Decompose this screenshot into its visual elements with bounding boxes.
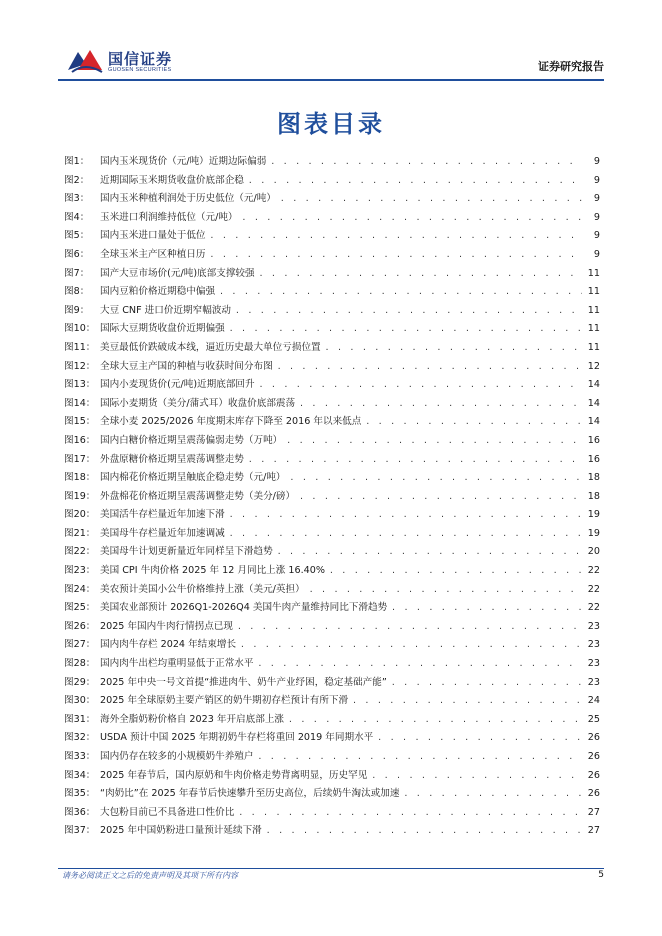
figure-caption: 全球大豆主产国的种植与收获时间分布图	[100, 360, 273, 372]
figure-caption: 外盘棉花价格近期呈震荡调整走势（美分/磅）	[100, 490, 296, 502]
toc-entry[interactable]	[64, 525, 600, 544]
figure-page: 26	[587, 769, 600, 781]
dot-leader	[229, 510, 582, 519]
figure-caption: 国内豆粕价格近期稳中偏强	[100, 286, 216, 298]
figure-number: 图32：	[64, 732, 96, 744]
toc-entry[interactable]	[64, 655, 600, 674]
figure-caption: 美国活牛存栏量近年加速下滑	[100, 509, 225, 521]
dot-leader	[299, 399, 582, 408]
figure-page: 16	[587, 434, 600, 446]
toc-entry[interactable]	[64, 729, 600, 748]
toc-entry[interactable]	[64, 451, 600, 470]
dot-leader	[280, 194, 582, 203]
toc-entry[interactable]	[64, 488, 600, 507]
figure-caption: 国产大豆市场价(元/吨)底部支撑较强	[100, 267, 255, 279]
footer-disclaimer: 请务必阅读正文之后的免责声明及其项下所有内容	[62, 871, 238, 880]
figure-page: 9	[593, 211, 600, 223]
dot-leader	[210, 231, 582, 240]
figure-number: 图24：	[64, 583, 96, 595]
figure-page: 26	[587, 788, 600, 800]
figure-number: 图15：	[64, 416, 96, 428]
figure-number: 图5：	[64, 230, 90, 242]
toc-entry[interactable]	[64, 265, 600, 284]
figure-page: 18	[587, 490, 600, 502]
figure-number: 图21：	[64, 527, 96, 539]
figure-page: 9	[593, 230, 600, 242]
figure-caption: 2025 年中央一号文首提“推进肉牛、奶牛产业纾困，稳定基础产能”	[100, 676, 387, 688]
figure-page: 11	[587, 304, 600, 316]
figure-number: 图37：	[64, 825, 96, 837]
figure-caption: 美国母牛存栏量近年加速调减	[100, 527, 225, 539]
figure-page: 14	[587, 397, 600, 409]
figure-number: 图6：	[64, 248, 90, 260]
figure-page: 14	[587, 379, 600, 391]
figure-number: 图16：	[64, 434, 96, 446]
dot-leader	[238, 808, 582, 817]
figure-list	[64, 153, 600, 841]
page-title: 图表目录	[277, 110, 385, 138]
toc-entry[interactable]	[64, 376, 600, 395]
dot-leader	[266, 826, 582, 835]
dot-leader	[288, 715, 582, 724]
toc-entry[interactable]	[64, 320, 600, 339]
figure-number: 图14：	[64, 397, 96, 409]
figure-caption: 外盘原糖价格近期呈震荡调整走势	[100, 453, 244, 465]
toc-entry[interactable]	[64, 618, 600, 637]
figure-page: 25	[587, 713, 600, 725]
figure-page: 14	[587, 416, 600, 428]
figure-number: 图12：	[64, 360, 96, 372]
figure-caption: 国内仍存在较多的小规模奶牛养殖户	[100, 751, 254, 762]
dot-leader	[229, 529, 582, 538]
dot-leader	[259, 269, 582, 278]
figure-caption: 大包粉目前已不具备进口性价比	[100, 806, 235, 818]
figure-page: 9	[593, 248, 600, 260]
toc-entry[interactable]	[64, 172, 600, 191]
logo-text-cn: 国信证券	[108, 50, 173, 68]
figure-number: 图26：	[64, 620, 96, 632]
toc-entry[interactable]	[64, 190, 600, 209]
figure-number: 图18：	[64, 472, 96, 484]
dot-leader	[352, 696, 582, 705]
figure-caption: 2025 年中国奶粉进口量预计延续下滑	[100, 825, 262, 837]
toc-entry[interactable]	[64, 432, 600, 451]
dot-leader	[259, 380, 582, 389]
dot-leader	[299, 492, 582, 501]
figure-number: 图23：	[64, 565, 96, 577]
figure-page: 19	[587, 509, 600, 521]
figure-caption: 国内肉牛出栏均重明显低于正常水平	[100, 658, 254, 670]
dot-leader	[270, 157, 582, 166]
figure-number: 图20：	[64, 509, 96, 521]
figure-page: 23	[587, 639, 600, 651]
page-header	[58, 42, 604, 82]
toc-entry[interactable]	[64, 581, 600, 600]
figure-caption: 国内棉花价格近期呈触底企稳走势（元/吨）	[100, 472, 286, 484]
dot-leader	[286, 436, 582, 445]
dot-leader	[248, 455, 582, 464]
figure-caption: 2025 年全球原奶主要产销区的奶牛期初存栏预计有所下滑	[100, 695, 349, 707]
page-number: 5	[598, 870, 604, 880]
dot-leader	[229, 324, 582, 333]
figure-caption: 国内小麦现货价(元/吨)近期底部回升	[100, 379, 255, 391]
figure-number: 图19：	[64, 490, 96, 502]
figure-number: 图13：	[64, 379, 96, 391]
figure-caption: 2025 年春节后，国内原奶和牛肉价格走势背离明显，历史罕见	[100, 769, 368, 781]
figure-caption: 国际小麦期货（美分/蒲式耳）收盘价底部震荡	[100, 397, 296, 409]
figure-page: 26	[587, 732, 600, 744]
toc-entry[interactable]	[64, 785, 600, 804]
figure-number: 图1：	[64, 156, 90, 167]
header-divider	[58, 79, 604, 81]
toc-entry[interactable]	[64, 674, 600, 693]
figure-caption: 国内白糖价格近期呈震荡偏弱走势（万吨）	[100, 434, 283, 446]
figure-caption: 美国 CPI 牛肉价格 2025 年 12 月同比上涨 16.40%	[100, 565, 325, 577]
logo-text-en: GUOSEN SECURITIES	[108, 67, 172, 73]
figure-caption: 海外全脂奶粉价格自 2023 年开启底部上涨	[100, 713, 285, 725]
toc-entry[interactable]	[64, 283, 600, 302]
dot-leader	[325, 343, 582, 352]
figure-caption: 国际大豆期货收盘价近期偏强	[100, 323, 225, 335]
figure-caption: 美国母牛计划更新量近年同样呈下滑趋势	[100, 546, 273, 558]
toc-entry[interactable]	[64, 339, 600, 358]
figure-page: 22	[587, 583, 600, 595]
figure-caption: 美农预计美国小公牛价格维持上涨（美元/英担）	[100, 583, 305, 595]
toc-entry[interactable]	[64, 153, 600, 172]
toc-entry[interactable]	[64, 413, 600, 432]
dot-leader	[235, 306, 582, 315]
dot-leader	[219, 287, 582, 296]
dot-leader	[242, 213, 582, 222]
figure-page: 11	[587, 341, 600, 353]
figure-number: 图2：	[64, 174, 90, 186]
dot-leader	[309, 585, 582, 594]
footer-divider	[58, 868, 604, 869]
figure-caption: 国内玉米种植利润处于历史低位（元/吨）	[100, 193, 276, 205]
figure-page: 12	[587, 360, 600, 372]
figure-caption: 近期国际玉米期货收盘价底部企稳	[100, 174, 244, 186]
figure-number: 图7：	[64, 267, 90, 279]
figure-caption: 国内肉牛存栏 2024 年结束增长	[100, 639, 237, 651]
figure-page: 23	[587, 676, 600, 688]
report-type-label: 证券研究报告	[538, 60, 604, 73]
figure-number: 图30：	[64, 695, 96, 707]
figure-page: 26	[587, 751, 600, 762]
dot-leader	[329, 566, 582, 575]
figure-number: 图8：	[64, 286, 90, 298]
figure-page: 11	[587, 323, 600, 335]
toc-entry[interactable]	[64, 636, 600, 655]
dot-leader	[277, 362, 582, 371]
toc-entry[interactable]	[64, 506, 600, 525]
figure-page: 23	[587, 620, 600, 632]
figure-number: 图34：	[64, 769, 96, 781]
toc-entry[interactable]	[64, 395, 600, 414]
figure-caption: 玉米进口利润维持低位（元/吨）	[100, 211, 238, 223]
figure-page: 23	[587, 658, 600, 670]
toc-entry[interactable]	[64, 767, 600, 786]
figure-number: 图36：	[64, 806, 96, 818]
figure-number: 图17：	[64, 453, 96, 465]
figure-page: 18	[587, 472, 600, 484]
toc-entry[interactable]	[64, 711, 600, 730]
figure-caption: 全球小麦 2025/2026 年度期末库存下降至 2016 年以来低点	[100, 416, 362, 428]
figure-caption: 美豆最低价跌破成本线，逼近历史最大单位亏损位置	[100, 341, 321, 353]
dot-leader	[258, 659, 583, 668]
figure-number: 图27：	[64, 639, 96, 651]
guosen-logo-icon	[66, 48, 104, 74]
toc-entry[interactable]	[64, 543, 600, 562]
toc-entry[interactable]	[64, 822, 600, 841]
dot-leader	[391, 678, 582, 687]
dot-leader	[365, 417, 582, 426]
figure-page: 22	[587, 602, 600, 614]
figure-page: 16	[587, 453, 600, 465]
dot-leader	[404, 789, 583, 798]
figure-page: 27	[587, 806, 600, 818]
figure-caption: 2025 年国内牛肉行情拐点已现	[100, 620, 233, 632]
dot-leader	[391, 603, 582, 612]
figure-number: 图25：	[64, 602, 96, 614]
figure-caption: USDA 预计中国 2025 年期初奶牛存栏将重回 2019 年同期水平	[100, 732, 374, 744]
figure-page: 11	[587, 267, 600, 279]
figure-page: 20	[587, 546, 600, 558]
toc-entry[interactable]	[64, 692, 600, 711]
figure-caption: 全球玉米主产区种植日历	[100, 248, 206, 260]
figure-number: 图35：	[64, 788, 96, 800]
figure-caption: 国内玉米进口量处于低位	[100, 230, 206, 242]
figure-number: 图10：	[64, 323, 96, 335]
toc-entry[interactable]	[64, 469, 600, 488]
figure-number: 图9：	[64, 304, 90, 316]
figure-page: 9	[593, 174, 600, 186]
dot-leader	[277, 547, 582, 556]
figure-caption: 国内玉米现货价（元/吨）近期边际偏弱	[100, 156, 267, 167]
toc-entry[interactable]	[64, 302, 600, 321]
figure-page: 11	[587, 286, 600, 298]
figure-number: 图22：	[64, 546, 96, 558]
figure-page: 9	[593, 156, 600, 167]
figure-number: 图31：	[64, 713, 96, 725]
toc-entry[interactable]	[64, 562, 600, 581]
toc-entry[interactable]	[64, 227, 600, 246]
dot-leader	[371, 771, 582, 780]
dot-leader	[240, 640, 582, 649]
figure-number: 图4：	[64, 211, 90, 223]
toc-entry[interactable]	[64, 246, 600, 265]
figure-caption: 大豆 CNF 进口价近期窄幅波动	[100, 304, 232, 316]
figure-number: 图11：	[64, 341, 96, 353]
figure-page: 9	[593, 193, 600, 205]
figure-page: 27	[587, 825, 600, 837]
figure-number: 图33：	[64, 751, 96, 762]
figure-number: 图29：	[64, 676, 96, 688]
figure-number: 图3：	[64, 193, 90, 205]
dot-leader	[258, 752, 583, 761]
dot-leader	[248, 176, 582, 185]
figure-page: 24	[587, 695, 600, 707]
toc-entry[interactable]	[64, 358, 600, 377]
dot-leader	[290, 473, 582, 482]
figure-number: 图28：	[64, 658, 96, 670]
figure-caption: “肉奶比”在 2025 年春节后快速攀升至历史高位，后续奶牛淘汰或加速	[100, 788, 400, 800]
figure-caption: 美国农业部预计 2026Q1-2026Q4 美国牛肉产量维持同比下滑趋势	[100, 602, 388, 614]
toc-entry[interactable]	[64, 599, 600, 618]
dot-leader	[210, 250, 582, 259]
toc-entry[interactable]	[64, 804, 600, 823]
toc-entry[interactable]	[64, 209, 600, 228]
figure-page: 22	[587, 565, 600, 577]
dot-leader	[237, 622, 582, 631]
toc-entry[interactable]	[64, 748, 600, 767]
dot-leader	[377, 733, 582, 742]
figure-page: 19	[587, 527, 600, 539]
